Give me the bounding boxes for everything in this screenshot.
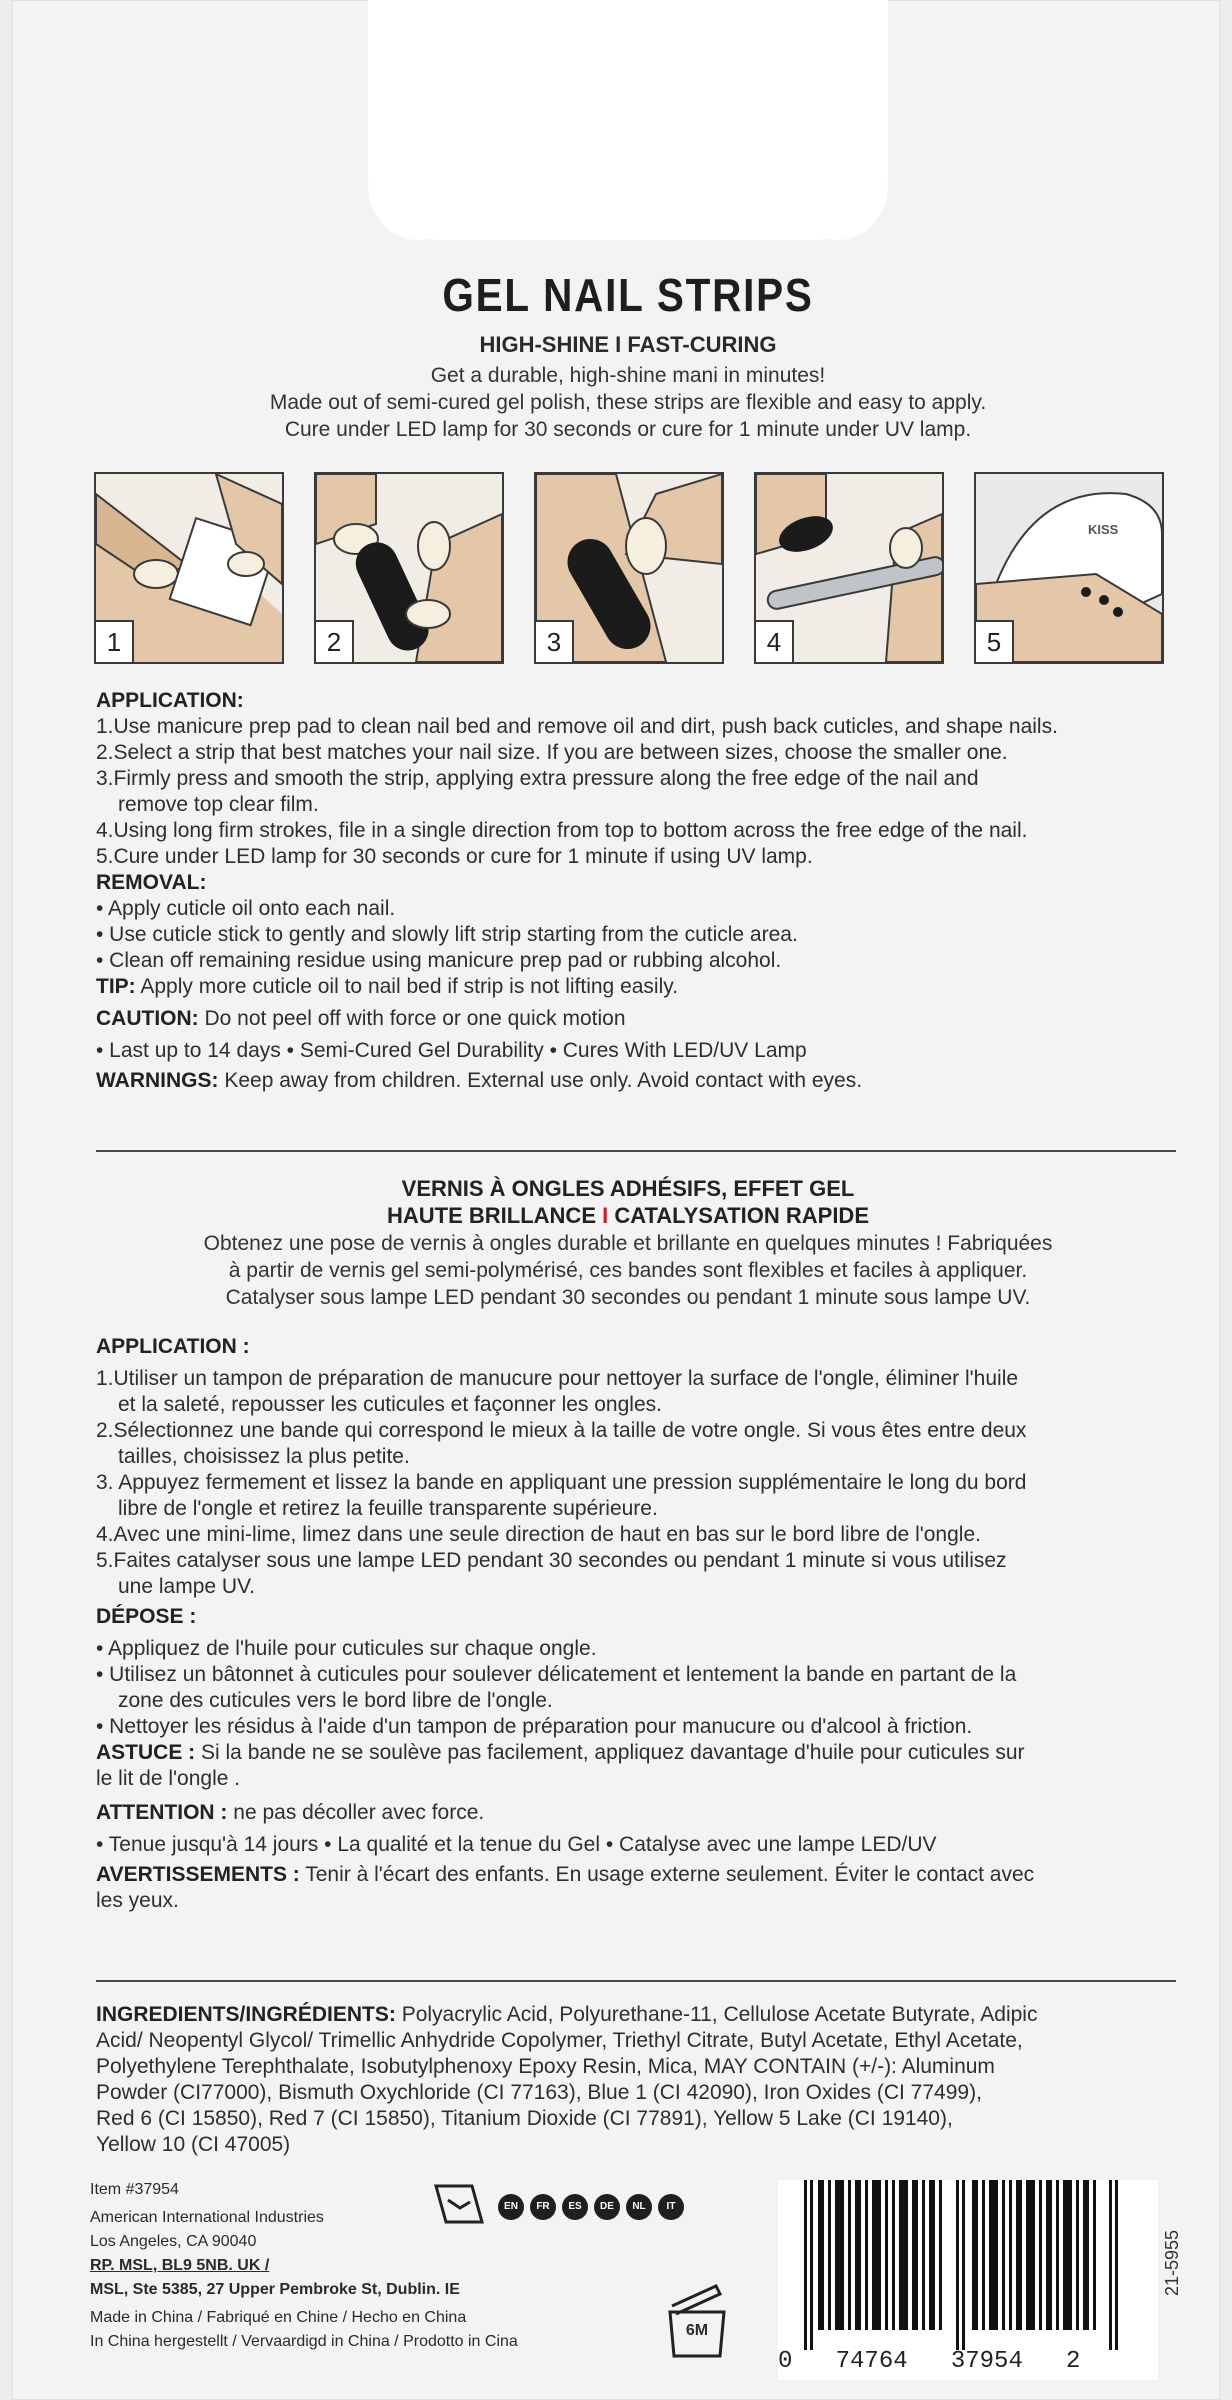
language-badges [498, 2194, 684, 2220]
application-step: 1.Utiliser un tampon de préparation de manucure pour nettoyer la surface de l'ongle, éliminer l'huile [96, 1367, 1019, 1390]
product-title: GEL NAIL STRIPS [442, 269, 814, 321]
fr-title: VERNIS À ONGLES ADHÉSIFS, EFFET GEL [401, 1176, 855, 1201]
step-illustrations [94, 472, 1164, 666]
ingredients-line: Yellow 10 (CI 47005) [96, 2133, 291, 2156]
application-heading: APPLICATION: [96, 689, 244, 712]
made-in-line: Made in China / Fabriqué en Chine / Hecho en China [90, 2309, 467, 2326]
application-step: 4.Avec une mini-lime, limez dans une seule direction de haut en bas sur le bord libre de l'ongle. [96, 1523, 981, 1546]
application-step: remove top clear film. [118, 793, 319, 816]
intro-line: Cure under LED lamp for 30 seconds or cure for 1 minute under UV lamp. [284, 418, 972, 441]
product-subtitle: HIGH-SHINE I FAST-CURING [479, 332, 777, 357]
application-step: libre de l'ongle et retirez la feuille transparente supérieure. [118, 1497, 658, 1520]
removal-step: • Apply cuticle oil onto each nail. [96, 897, 396, 920]
svg-text:KISS: KISS [1088, 522, 1119, 537]
ingredients-block [96, 2002, 1176, 2158]
barcode-bars [804, 2180, 1124, 2350]
tip-label: TIP: [96, 975, 136, 998]
ingredients-line: Polyethylene Terephthalate, Isobutylphenoxy Epoxy Resin, Mica, MAY CONTAIN (+/-): Aluminum [96, 2055, 995, 2078]
application-step: 1.Use manicure prep pad to clean nail bed and remove oil and dirt, push back cuticles, and shape nails. [96, 715, 1058, 738]
removal-step: • Utilisez un bâtonnet à cuticules pour soulever délicatement et lentement la bande en partant de la [96, 1663, 1017, 1686]
application-step: et la saleté, repousser les cuticules et façonner les ongles. [118, 1393, 662, 1416]
english-instructions [96, 688, 1176, 1094]
removal-heading: REMOVAL: [96, 871, 207, 894]
caution-text: ne pas décoller avec force. [227, 1801, 485, 1824]
side-product-code: 21-5955 [1162, 2229, 1182, 2296]
language-badge: IT [658, 2194, 684, 2220]
step-4-illustration [754, 472, 944, 664]
made-in-line: In China hergestellt / Vervaardigd in China / Prodotto in Cina [90, 2333, 518, 2350]
application-heading: APPLICATION : [96, 1335, 250, 1358]
fr-subtitle: HAUTE BRILLANCE I CATALYSATION RAPIDE [387, 1203, 869, 1228]
warnings-text: Keep away from children. External use only. Avoid contact with eyes. [218, 1069, 863, 1092]
step-1-illustration [94, 472, 284, 664]
application-step: une lampe UV. [118, 1575, 255, 1598]
company-city: Los Angeles, CA 90040 [90, 2233, 257, 2250]
caution-label: CAUTION: [96, 1007, 199, 1030]
application-step: tailles, choisissez la plus petite. [118, 1445, 410, 1468]
section-divider [96, 1150, 1176, 1152]
step-3-illustration [534, 472, 724, 664]
language-badge: ES [562, 2194, 588, 2220]
hand-book-icon [432, 2182, 486, 2228]
fr-intro [72, 1230, 1184, 1311]
pao-label: 6M [685, 2322, 709, 2339]
intro-line: à partir de vernis gel semi-polymérisé, ces bandes sont flexibles et faciles à appliquer. [228, 1259, 1028, 1282]
uk-address: RP. MSL, BL9 5NB. UK / [90, 2257, 270, 2274]
application-step: 5.Faites catalyser sous une lampe LED pendant 30 secondes ou pendant 1 minute si vous utilisez [96, 1549, 1007, 1572]
warnings-text-continued: les yeux. [96, 1889, 179, 1912]
step-number: 5 [976, 620, 1014, 662]
intro-line: Catalyser sous lampe LED pendant 30 secondes ou pendant 1 minute sous lampe UV. [225, 1286, 1031, 1309]
step-number: 1 [96, 620, 134, 662]
removal-step: • Appliquez de l'huile pour cuticules sur chaque ongle. [96, 1637, 597, 1660]
application-step: 3. Appuyez fermement et lissez la bande en appliquant une pression supplémentaire le long du bord [96, 1471, 1027, 1494]
intro-line: Get a durable, high-shine mani in minutes! [430, 364, 826, 387]
ingredients-line: Polyacrylic Acid, Polyurethane-11, Cellulose Acetate Butyrate, Adipic [395, 2003, 1038, 2026]
intro-line: Obtenez une pose de vernis à ongles durable et brillante en quelques minutes ! Fabriquées [203, 1232, 1053, 1255]
step-number: 2 [316, 620, 354, 662]
removal-step: • Clean off remaining residue using manicure prep pad or rubbing alcohol. [96, 949, 782, 972]
step-number: 4 [756, 620, 794, 662]
intro-line: Made out of semi-cured gel polish, these strips are flexible and easy to apply. [269, 391, 987, 414]
ingredients-line: Acid/ Neopentyl Glycol/ Trimellic Anhydride Copolymer, Triethyl Citrate, Butyl Acetate, Ethyl Acetate, [96, 2029, 1023, 2052]
application-step: 4.Using long firm strokes, file in a single direction from top to bottom across the free edge of the nail. [96, 819, 1028, 842]
warnings-label: AVERTISSEMENTS : [96, 1863, 300, 1886]
application-step: 2.Select a strip that best matches your nail size. If you are between sizes, choose the smaller one. [96, 741, 1008, 764]
language-badge: NL [626, 2194, 652, 2220]
removal-step: • Nettoyer les résidus à l'aide d'un tampon de préparation pour manucure ou d'alcool à friction. [96, 1715, 973, 1738]
application-step: 5.Cure under LED lamp for 30 seconds or cure for 1 minute if using UV lamp. [96, 845, 813, 868]
item-number: Item #37954 [90, 2181, 179, 2198]
caution-text: Do not peel off with force or one quick motion [198, 1007, 626, 1030]
feature-list: • Last up to 14 days • Semi-Cured Gel Durability • Cures With LED/UV Lamp [96, 1039, 807, 1062]
warnings-label: WARNINGS: [96, 1069, 219, 1092]
feature-list: • Tenue jusqu'à 14 jours • La qualité et la tenue du Gel • Catalyse avec une lampe LED/UV [96, 1833, 937, 1856]
ingredients-line: Red 6 (CI 15850), Red 7 (CI 15850), Titanium Dioxide (CI 77891), Yellow 5 Lake (CI 19140), [96, 2107, 953, 2130]
warnings-text: Tenir à l'écart des enfants. En usage externe seulement. Éviter le contact avec [299, 1863, 1035, 1886]
language-badge: FR [530, 2194, 556, 2220]
step-5-illustration [974, 472, 1164, 664]
step-2-illustration [314, 472, 504, 664]
product-intro [72, 362, 1184, 443]
period-after-opening-symbol [664, 2282, 730, 2362]
hang-hole [368, 0, 888, 240]
package-back-card [12, 0, 1220, 2400]
application-step: 3.Firmly press and smooth the strip, applying extra pressure along the free edge of the nail and [96, 767, 979, 790]
language-badge: EN [498, 2194, 524, 2220]
step-number: 3 [536, 620, 574, 662]
ingredients-label: INGREDIENTS/INGRÉDIENTS: [96, 2003, 396, 2026]
barcode-digits: 0 74764 37954 2 [778, 2348, 1081, 2375]
removal-step: zone des cuticules vers le bord libre de l'ongle. [118, 1689, 553, 1712]
tip-label: ASTUCE : [96, 1741, 196, 1764]
french-instructions [96, 1334, 1176, 1914]
removal-heading: DÉPOSE : [96, 1605, 197, 1628]
barcode [778, 2180, 1158, 2380]
ie-address: MSL, Ste 5385, 27 Upper Pembroke St, Dublin. IE [90, 2281, 460, 2298]
caution-label: ATTENTION : [96, 1801, 228, 1824]
language-badge: DE [594, 2194, 620, 2220]
application-step: 2.Sélectionnez une bande qui correspond le mieux à la taille de votre ongle. Si vous êtes entre deux [96, 1419, 1027, 1442]
removal-step: • Use cuticle stick to gently and slowly lift strip starting from the cuticle area. [96, 923, 798, 946]
tip-text: Apply more cuticle oil to nail bed if strip is not lifting easily. [135, 975, 679, 998]
company-name: American International Industries [90, 2209, 324, 2226]
tip-text-continued: le lit de l'ongle . [96, 1767, 241, 1790]
tip-text: Si la bande ne se soulève pas facilement, appliquez davantage d'huile pour cuticules sur [195, 1741, 1025, 1764]
section-divider [96, 1980, 1176, 1982]
ingredients-line: Powder (CI77000), Bismuth Oxychloride (CI 77163), Blue 1 (CI 42090), Iron Oxides (CI 77499), [96, 2081, 982, 2104]
